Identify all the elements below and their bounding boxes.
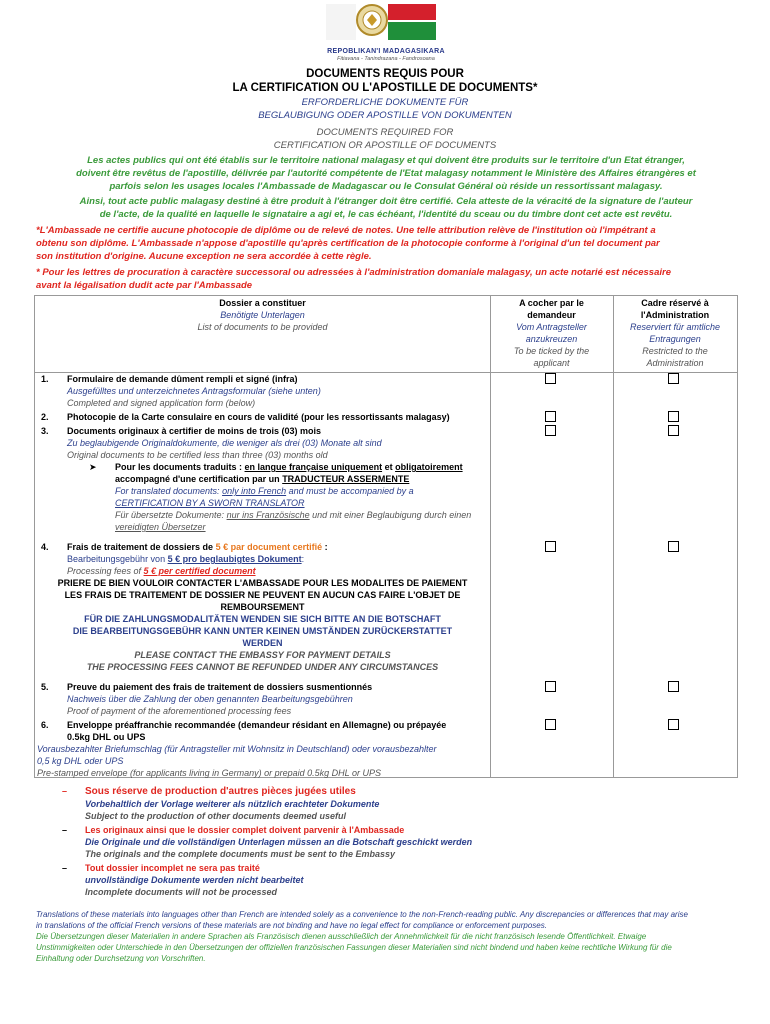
admin-checkbox: [668, 425, 679, 436]
flag-red-band: [388, 4, 436, 20]
remark: – Sous réserve de production d'autres pièces jugées utiles Vorbehaltlich der Vorlage weiterer als nützlich erachteter Dokumente Subject to the production of other documents deemed useful: [62, 786, 380, 821]
footer-disclaimer-de: Einhaltung oder Durchsetzung von Vorschriften.: [36, 954, 206, 963]
page-title: DOCUMENTS REQUIS POUR: [306, 68, 464, 80]
col-header-applicant: A cocher par le: [519, 298, 584, 308]
intro-line: parfois selon les usages locales l'Ambassade de Madagascar ou le Consulat Général où réside un ressortissant malagasy.: [109, 181, 663, 192]
admin-checkbox: [668, 541, 679, 552]
applicant-checkbox[interactable]: [545, 719, 556, 730]
title-en-line2: CERTIFICATION OR APOSTILLE OF DOCUMENTS: [273, 140, 497, 151]
intro-line: de l'acte, de la qualité en laquelle le signataire a agi et, le cas échéant, l'identité du sceau ou du timbre dont cet acte est revêtu.: [99, 209, 673, 220]
remark: – Tout dossier incomplet ne sera pas traité unvollständige Dokumente werden nicht bearbeitet Incomplete documents will not be processed: [62, 863, 304, 897]
flag-green-band: [388, 22, 436, 40]
intro-line: Ainsi, tout acte public malagasy destiné à être produit à l'étranger doit être certifié. Cela atteste de la véracité de la signature de l'auteur: [79, 196, 693, 207]
intro-line: Les actes publics qui ont été établis sur le territoire national malagasy et qui doivent être produits sur le territoire d'un Etat étranger,: [87, 155, 685, 166]
footer-disclaimer-en: Translations of these materials into languages other than French are intended solely as a convenience to the non-French-reading public. Any discrepancies or differences that may arise: [36, 910, 688, 919]
note-line: *L'Ambassade ne certifie aucune photocopie de diplôme ou de relevé de notes. Une telle attribution relève de l'institution où l'impétrant a: [36, 225, 656, 236]
emblem-title: REPOBLIKAN'I MADAGASIKARA: [327, 48, 445, 55]
applicant-checkbox[interactable]: [545, 425, 556, 436]
note-line: * Pour les lettres de procuration à caractère successoral ou adressées à l'administration domaniale malagasy, un acte notarié est nécessaire: [36, 267, 671, 278]
col-header-documents: Dossier a constituer: [219, 298, 306, 308]
note-line: avant la légalisation dudit acte par l'Ambassade: [36, 280, 253, 291]
note-line: son institution d'origine. Aucune exception ne sera accordée à cette règle.: [36, 251, 372, 262]
footer-disclaimer-en: in translations of the official French versions of these materials are not binding and have no legal effect for compliance or enforcement purposes.: [36, 921, 547, 930]
title-de: ERFORDERLICHE DOKUMENTE FÜR: [301, 97, 469, 108]
admin-checkbox: [668, 719, 679, 730]
footer-disclaimer-de: Die Übersetzungen dieser Materialien in andere Sprachen als Französisch dienen ausschließlich der Annehmlichkeit für die nicht französisch lesende Öffentlichkeit. Etwaige: [36, 932, 647, 941]
seal-icon: [355, 2, 389, 42]
madagascar-emblem: [318, 0, 454, 66]
intro-line: doivent être revêtus de l'apostille, délivrée par l'autorité compétente de l'Etat malagasy notamment le Ministère des Affaires étrangères et: [76, 168, 696, 179]
note-line: obtenu son diplôme. L'Ambassade n'appose d'apostille qu'après certification de la photocopie conforme à l'original d'un tel document par: [36, 238, 660, 249]
emblem-motto: Fitiavana - Tanindrazana - Fandrosoana: [337, 56, 435, 62]
admin-checkbox: [668, 411, 679, 422]
title-de-line2: BEGLAUBIGUNG ODER APOSTILLE VON DOKUMENTEN: [258, 110, 512, 121]
applicant-checkbox[interactable]: [545, 681, 556, 692]
arrow-bullet-icon: ➤: [89, 462, 97, 472]
admin-checkbox: [668, 373, 679, 384]
applicant-checkbox[interactable]: [545, 373, 556, 384]
col-header-documents-de: Benötigte Unterlagen: [220, 310, 305, 320]
title-en: DOCUMENTS REQUIRED FOR: [316, 127, 454, 138]
footer-disclaimer-de: Unstimmigkeiten oder Unterschiede in den Übersetzungen der offiziellen französischen Fassungen dieser Materialien sind nicht bindend und haben keine rechtliche Wirkung für die: [36, 943, 672, 952]
admin-checkbox: [668, 681, 679, 692]
remark: – Les originaux ainsi que le dossier complet doivent parvenir à l'Ambassade Die Originale und die vollständigen Unterlagen müssen an die Botschaft geschickt werden The originals and the complete documents must be sent to the Embassy: [62, 825, 473, 859]
col-header-administration: Cadre réservé à: [641, 298, 709, 308]
col-header-documents-en: List of documents to be provided: [197, 322, 328, 332]
applicant-checkbox[interactable]: [545, 411, 556, 422]
applicant-checkbox[interactable]: [545, 541, 556, 552]
page-title-line2: LA CERTIFICATION OU L'APOSTILLE DE DOCUMENTS*: [232, 82, 538, 94]
documents-table: Dossier a constituer Benötigte Unterlagen List of documents to be provided A cocher par le demandeur Vom Antragsteller anzukreuzen To be ticked by the applicant Cadre réservé à l'Administration Reserviert für amtliche Entragungen Restricted to the Administration 1. Formulaire de demande dûment rempli et signé (infra) Ausgefülltes und unterzeichnetes Antragsformular (siehe unten) Completed and signed application form (below) 2. Photocopie de la Carte consulaire en cours de validité (pour les ressortissants malagasy) 3. Documents originaux à certifier de moins de trois (03) mois Zu beglaubigende Originaldokumente, die weniger als drei (03) Monate alt sind Original documents to be certified less than three (03) months old ➤ Pour les documents traduits : en langue française uniquement et obligatoirement accompagné d'une certification par un TRADUCTEUR ASSERMENTE For translated documents: only into French and must be accompanied by a CERTIFICATION BY A SWORN TRANSLATOR Für übersetzte Dokumente: nur ins Französische und mit einer Beglaubigung durch einen vereidigten Übersetzer 4. Frais de traitement de dossiers de 5 € par document certifié : Bearbeitungsgebühr von 5 € pro beglaubigtes Dokument: Processing fees of 5 € per certified document PRIERE DE BIEN VOULOIR CONTACTER L'AMBASSADE POUR LES MODALITES DE PAIEMENT LES FRAIS DE TRAITEMENT DE DOSSIER NE PEUVENT EN AUCUN CAS FAIRE L'OBJET DE REMBOURSEMENT FÜR DIE ZAHLUNGSMODALITÄTEN WENDEN SIE SICH BITTE AN DIE BOTSCHAFT DIE BEARBEITUNGSGEBÜHR KANN UNTER KEINEN UMSTÄNDEN ZURÜCKERSTATTET WERDEN PLEASE CONTACT THE EMBASSY FOR PAYMENT DETAILS THE PROCESSING FEES CANNOT BE REFUNDED UNDER ANY CIRCUMSTANCES 5. Preuve du paiement des frais de traitement de dossiers susmentionnés Nachweis über die Zahlung der oben genannten Bearbeitungsgebühren Proof of payment of the aforementioned processing fees 6. Enveloppe préaffranchie recommandée (demandeur résidant en Allemagne) ou prépayée 0.5kg DHL ou UPS Vorausbezahlter Briefumschlag (für Antragsteller mit Wohnsitz in Deutschland) oder vorausbezahlter 0,5 kg DHL oder UPS Pre-stamped envelope (for applicants living in Germany) or prepaid 0.5kg DHL or UPS: [34, 295, 738, 778]
